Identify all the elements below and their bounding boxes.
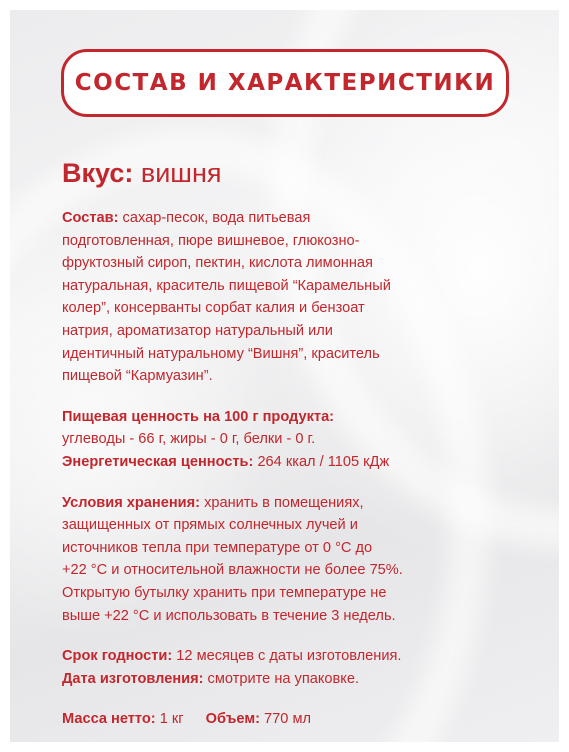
storage-line: +22 °С и относительной влажности не более 75%. [62, 562, 403, 579]
energy-value: 264 ккал / 1105 кДж [253, 453, 390, 470]
storage-line: источников тепла при температуре от 0 °С до [62, 539, 373, 556]
energy-label: Энергетическая ценность: [62, 453, 254, 470]
nutrition-label: Пищевая ценность на 100 г продукта: [62, 408, 335, 425]
composition-line: подготовленная, пюре вишневое, глюкозно- [62, 232, 360, 249]
quantity-block [62, 708, 532, 731]
flavor-row [62, 155, 532, 191]
info-content [62, 155, 532, 742]
manufacture-date-value: смотрите на упаковке. [203, 670, 360, 687]
composition-block [62, 207, 532, 388]
storage-line: выше +22 °С и использовать в течение 3 недель. [62, 607, 396, 624]
dates-block [62, 645, 532, 690]
manufacture-date-label: Дата изготовления: [62, 670, 204, 687]
net-mass-label: Масса нетто: [62, 711, 156, 728]
net-mass-value: 1 кг [155, 711, 184, 728]
composition-line: колер”, консерванты сорбат калия и бензоат [62, 300, 365, 317]
shelf-life-value: 12 месяцев с даты изготовления. [172, 648, 402, 665]
shelf-life-label: Срок годности: [62, 648, 173, 665]
nutrition-values: углеводы - 66 г, жиры - 0 г, белки - 0 г. [62, 431, 316, 448]
volume-value: 770 мл [260, 711, 312, 728]
composition-line: натуральная, краситель пищевой “Карамельный [62, 277, 391, 294]
storage-line: защищенных от прямых солнечных лучей и [62, 517, 358, 534]
composition-line: натрия, ароматизатор натуральный или [62, 322, 333, 339]
title-frame [61, 49, 509, 117]
composition-line: идентичный натуральному “Вишня”, краситель [62, 345, 380, 362]
composition-label: Состав: [62, 210, 119, 226]
nutrition-block [62, 406, 532, 474]
storage-line: Открытую бутылку хранить при температуре не [62, 584, 387, 601]
storage-label: Условия хранения: [62, 494, 201, 511]
flavor-label: Вкус: [62, 158, 134, 188]
composition-line: сахар-песок, вода питьевая [118, 210, 311, 226]
composition-line: фруктозный сироп, пектин, кислота лимонная [62, 255, 373, 272]
composition-line: пищевой “Кармуазин”. [62, 368, 213, 385]
page-title: СОСТАВ И ХАРАКТЕРИСТИКИ [74, 70, 496, 96]
volume-label: Объем: [205, 711, 260, 728]
flavor-value: вишня [133, 158, 222, 188]
storage-block [62, 492, 532, 628]
storage-line: хранить в помещениях, [200, 494, 364, 511]
product-info-card [10, 10, 559, 742]
